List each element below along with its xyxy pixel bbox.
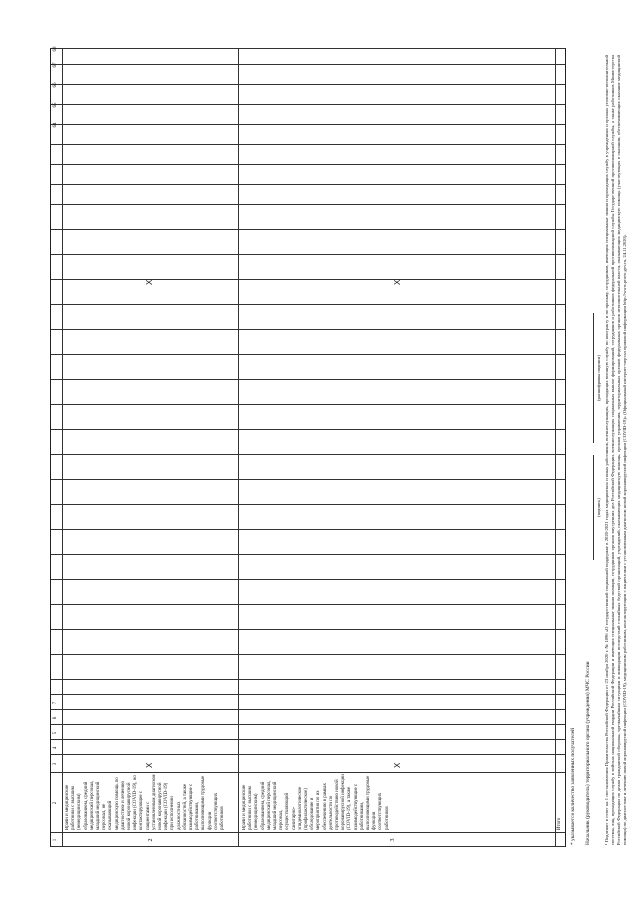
col-header: 7 <box>53 701 58 705</box>
row-number: 3 <box>390 838 396 842</box>
col-line <box>50 504 565 505</box>
name-caption: (расшифровка подписи) <box>596 355 601 401</box>
x-mark: X <box>393 762 402 768</box>
row-line <box>62 48 63 847</box>
row-line <box>565 48 566 847</box>
col-line <box>50 404 565 405</box>
row-description: Врачи и медицинские работники с высшим (немедицинским) образованием, средний медицинский персонал, младший медицинский персонал, осуществляющий санитарно-эпидемиологическое (профилактическое) обследование и мероприятия по их обеспечению в рамках деятельности по противодействию новой коронавирусной инфекции (COVID-19), а также взаимодействующие с работниками, выполняющими трудовые функции соответствующих работников <box>242 774 390 830</box>
col-line <box>50 454 565 455</box>
col-header: 64 <box>53 122 58 128</box>
col-line <box>50 379 565 380</box>
col-line <box>50 304 565 305</box>
col-line <box>50 279 565 280</box>
col-line <box>50 104 565 105</box>
col-line <box>50 694 565 695</box>
col-line <box>50 84 565 85</box>
col-header: 4 <box>53 746 58 750</box>
row-number: 2 <box>148 838 154 842</box>
col-line <box>50 329 565 330</box>
col-line <box>50 832 565 833</box>
col-line <box>50 254 565 255</box>
col-header: 67 <box>53 62 58 68</box>
row-line <box>555 48 556 847</box>
col-line <box>50 772 565 773</box>
col-line <box>50 144 565 145</box>
signature-line <box>593 455 594 560</box>
col-line <box>50 429 565 430</box>
col-line <box>50 354 565 355</box>
x-mark: X <box>145 762 154 768</box>
col-line <box>50 184 565 185</box>
x-mark: X <box>393 279 402 285</box>
col-line <box>50 629 565 630</box>
row-line <box>50 48 51 847</box>
col-line <box>50 709 565 710</box>
asterisk-note: * указывается количество заявленных получателей <box>570 728 576 845</box>
total-label: Итого <box>557 817 562 830</box>
col-line <box>50 164 565 165</box>
x-mark: X <box>145 279 154 285</box>
row-description: Врачи и медицинские работники с высшим (немедицинским) образованием, средний медицинский персонал, младший медицинский персонал, не оказывающий медицинскую помощь по диагностике и лечению новой коронавирусной инфекции (COVID-19), но контактирующие с пациентами с установленным диагнозом новой коронавирусной инфекции (COVID-19) при исполнении должностных обязанностей, а также взаимодействующие с работниками, выполняющими трудовые функции соответствующих работников <box>65 774 226 830</box>
col-line <box>50 846 565 847</box>
col-line <box>50 739 565 740</box>
row-line <box>238 48 239 847</box>
col-header: 66 <box>53 82 58 88</box>
col-line <box>50 48 565 49</box>
footnote: ¹ Подлежит в ответ на 1 постановления Правительства Российской Федерации от 23 ноября 2020 г. № 1896 «О государственной социальной поддержке в 2020-2021 годах медицинских и иных работников, военнослужащих, проходящих военную службу по контракту и по призыву, сотрудников, имеющих специальные звания и проходящих службу в учреждениях и органах уголовно-исполнительной системы, лиц, проходящих службу в войсках национальной гвардии Российской Федерации и имеющих специальные звания полиции, сотрудников органов внутренних дел Российской Федерации, военнослужащих социальных выплат формирований, сотрудников и работников федеральной противопожарной службы Государственной противопожарной службы, а также работников Министерства Российской Федерации по делам гражданской обороны, чрезвычайным ситуациям и ликвидации последствий стихийных бедствий организаций, учреждений, оказывающих медицинскую помощь, органов управления, территориальных органов федеральных органов исполнительной власти, оказывающих медицинскую помощь (участвующих в оказании, обеспечивающих оказание медицинской помощи) по диагностике и лечению новой коронавирусной инфекции (COVID-19), медицинским работникам, контактирующим с пациентами с установленным диагнозом новой коронавирусной инфекции (COVID-19)» (Официальный интернет-портал правовой информации http://www.pravo.gov.ru, 24.11.2020). <box>604 55 627 845</box>
signature-caption: (подпись) <box>596 498 601 517</box>
col-header: 5 <box>53 731 58 735</box>
col-line <box>50 64 565 65</box>
col-line <box>50 679 565 680</box>
name-line <box>593 313 594 443</box>
col-line <box>50 724 565 725</box>
col-header: 65 <box>53 102 58 108</box>
col-line <box>50 204 565 205</box>
col-header: 1 <box>53 838 58 842</box>
col-line <box>50 124 565 125</box>
signature-label: Начальник (руководитель) территориального органа (учреждения) МЧС России <box>585 661 591 845</box>
col-line <box>50 554 565 555</box>
col-line <box>50 754 565 755</box>
col-line <box>50 579 565 580</box>
col-header: 68 <box>53 46 58 52</box>
col-line <box>50 229 565 230</box>
col-header: 3 <box>53 762 58 766</box>
col-line <box>50 479 565 480</box>
col-line <box>50 604 565 605</box>
col-header: 6 <box>53 716 58 720</box>
col-line <box>50 529 565 530</box>
col-header: 2 <box>53 801 58 805</box>
col-line <box>50 654 565 655</box>
